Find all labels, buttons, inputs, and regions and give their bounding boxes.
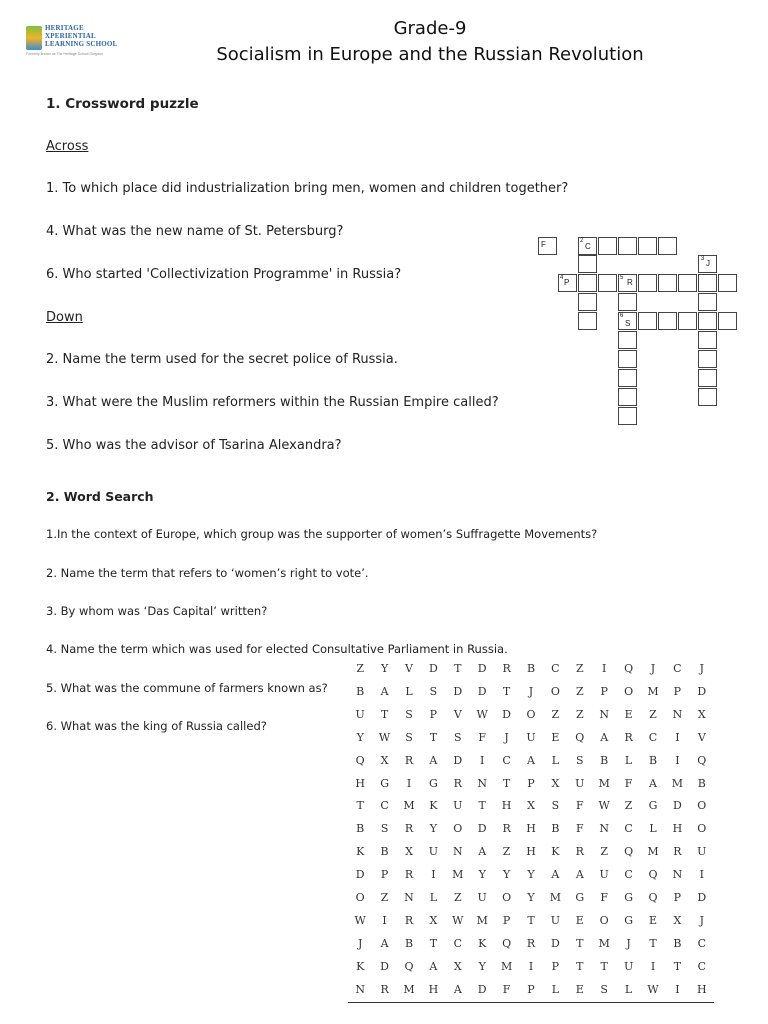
wordsearch-row — [348, 731, 714, 754]
wordsearch-letter[interactable]: W — [598, 799, 610, 813]
wordsearch-letter[interactable]: Q — [624, 662, 634, 675]
wordsearch-letter[interactable]: Z — [502, 845, 511, 859]
crossword-cell[interactable] — [698, 331, 717, 349]
wordsearch-letter[interactable]: T — [527, 913, 535, 927]
wordsearch-letter[interactable]: Q — [355, 753, 365, 767]
wordsearch-letter[interactable]: Y — [356, 730, 364, 744]
wordsearch-letter[interactable]: F — [575, 799, 584, 813]
down-label: Down — [46, 310, 83, 325]
wordsearch-letter[interactable]: Z — [624, 799, 633, 813]
wordsearch-letter[interactable]: T — [429, 730, 438, 744]
wordsearch-letter[interactable]: P — [673, 891, 682, 904]
wordsearch-row — [348, 868, 714, 891]
wordsearch-letter[interactable]: N — [672, 707, 683, 721]
wordsearch-letter[interactable]: Q — [648, 868, 658, 882]
wordsearch-letter[interactable]: I — [602, 662, 607, 675]
wordsearch-letter[interactable]: I — [675, 982, 680, 996]
logo-wordmark: HERITAGE XPERIENTIAL LEARNING SCHOOL — [45, 24, 118, 48]
crossword-cell[interactable] — [598, 237, 617, 255]
wordsearch-letter[interactable]: D — [428, 662, 438, 675]
wordsearch-letter[interactable]: W — [378, 730, 391, 744]
wordsearch-letter[interactable]: T — [673, 959, 682, 973]
wordsearch-letter[interactable]: C — [624, 868, 633, 882]
wordsearch-row — [348, 822, 714, 845]
wordsearch-letter[interactable]: C — [380, 799, 389, 813]
wordsearch-row — [348, 960, 714, 983]
wordsearch-letter[interactable]: A — [380, 684, 389, 698]
wordsearch-letter[interactable]: M — [647, 845, 659, 859]
across-clue-4: 4. What was the new name of St. Petersburg? — [46, 224, 344, 239]
crossword-cell[interactable]: 6 S — [618, 312, 637, 330]
wordsearch-letter[interactable]: H — [526, 845, 536, 859]
wordsearch-letter[interactable]: Z — [453, 891, 462, 904]
wordsearch-row — [348, 777, 714, 800]
crossword-cell[interactable] — [638, 237, 657, 255]
wordsearch-letter[interactable]: I — [480, 753, 485, 767]
crossword-cell[interactable] — [618, 350, 637, 368]
wordsearch-letter[interactable]: T — [454, 662, 462, 675]
wordsearch-letter[interactable]: M — [403, 982, 415, 996]
wordsearch-letter[interactable]: U — [477, 891, 487, 904]
wordsearch-question-4: 4. Name the term which was used for elected Consultative Parliament in Russia. — [46, 642, 508, 656]
wordsearch-letter[interactable]: N — [477, 776, 487, 790]
wordsearch-letter[interactable]: Y — [527, 891, 535, 904]
wordsearch-letter[interactable]: A — [380, 936, 389, 950]
wordsearch-letter[interactable]: S — [600, 982, 608, 996]
wordsearch-letter[interactable]: W — [354, 913, 366, 927]
wordsearch-letter[interactable]: G — [648, 799, 658, 813]
wordsearch-letter[interactable]: L — [551, 982, 560, 996]
wordsearch-row — [348, 662, 714, 685]
wordsearch-letter[interactable]: Y — [380, 662, 389, 675]
wordsearch-letter[interactable]: Y — [429, 822, 438, 836]
wordsearch-letter[interactable]: D — [502, 707, 511, 721]
crossword-cell[interactable] — [618, 388, 637, 406]
wordsearch-letter[interactable]: M — [598, 776, 610, 790]
wordsearch-letter[interactable]: V — [405, 662, 413, 675]
wordsearch-letter[interactable]: A — [478, 845, 487, 859]
wordsearch-letter[interactable]: T — [649, 936, 657, 950]
wordsearch-letter[interactable]: R — [404, 753, 414, 767]
wordsearch-row — [348, 708, 714, 731]
wordsearch-letter[interactable]: Y — [502, 868, 511, 882]
wordsearch-letter[interactable]: H — [672, 822, 683, 836]
wordsearch-letter[interactable]: L — [429, 891, 438, 904]
wordsearch-letter[interactable]: G — [575, 891, 585, 904]
wordsearch-letter[interactable]: G — [624, 913, 633, 927]
wordsearch-letter[interactable]: P — [527, 982, 535, 996]
crossword-heading: 1. Crossword puzzle — [46, 96, 199, 112]
wordsearch-row — [348, 914, 714, 937]
wordsearch-letter[interactable]: S — [551, 799, 560, 813]
crossword-cell[interactable] — [678, 312, 697, 330]
wordsearch-letter[interactable]: D — [672, 799, 682, 813]
crossword-cell[interactable]: 2 C — [578, 237, 597, 255]
wordsearch-letter[interactable]: P — [527, 776, 535, 790]
wordsearch-letter[interactable]: M — [549, 891, 562, 904]
crossword-cell[interactable] — [618, 237, 637, 255]
wordsearch-letter[interactable]: H — [526, 822, 536, 836]
wordsearch-letter[interactable]: B — [526, 662, 536, 675]
crossword-cell[interactable] — [698, 312, 717, 330]
crossword-cell[interactable] — [618, 407, 637, 425]
wordsearch-letter[interactable]: Q — [575, 730, 585, 744]
wordsearch-letter[interactable]: L — [649, 822, 657, 836]
wordsearch-letter[interactable]: F — [575, 822, 584, 836]
wordsearch-row — [348, 754, 714, 777]
crossword-cell[interactable] — [578, 293, 597, 311]
wordsearch-letter[interactable]: D — [453, 753, 463, 767]
wordsearch-letter[interactable]: S — [380, 822, 389, 836]
wordsearch-row — [348, 799, 714, 822]
wordsearch-letter[interactable]: F — [502, 982, 511, 996]
wordsearch-letter[interactable]: M — [647, 684, 659, 698]
wordsearch-letter[interactable]: Z — [575, 662, 584, 675]
wordsearch-letter[interactable]: Z — [551, 707, 560, 721]
wordsearch-letter[interactable]: P — [502, 913, 511, 927]
wordsearch-letter[interactable]: O — [697, 799, 707, 813]
wordsearch-letter[interactable]: Q — [404, 959, 414, 973]
wordsearch-letter[interactable]: U — [697, 845, 707, 859]
wordsearch-letter[interactable]: S — [405, 730, 413, 744]
wordsearch-letter[interactable]: T — [576, 959, 584, 973]
wordsearch-letter[interactable]: L — [551, 753, 560, 767]
down-clue-3: 3. What were the Muslim reformers within the Russian Empire called? — [46, 395, 499, 410]
across-label: Across — [46, 139, 89, 154]
wordsearch-letter[interactable]: A — [527, 753, 535, 767]
crossword-cell[interactable]: F — [538, 237, 557, 255]
crossword-cell[interactable] — [678, 274, 697, 292]
wordsearch-letter[interactable]: R — [404, 913, 414, 927]
wordsearch-letter[interactable]: N — [672, 868, 683, 882]
wordsearch-letter[interactable]: C — [453, 936, 462, 950]
wordsearch-letter[interactable]: I — [650, 959, 656, 973]
wordsearch-row — [348, 845, 714, 868]
wordsearch-letter[interactable]: U — [428, 845, 439, 859]
wordsearch-letter[interactable]: U — [550, 913, 561, 927]
wordsearch-letter[interactable]: F — [624, 776, 633, 790]
crossword-cell[interactable] — [618, 293, 637, 311]
wordsearch-letter[interactable]: N — [355, 982, 365, 996]
grade-title: Grade-9 — [393, 18, 467, 39]
wordsearch-letter[interactable]: T — [356, 799, 364, 813]
wordsearch-row — [348, 891, 714, 914]
crossword-cell[interactable]: 3 J — [698, 255, 717, 273]
wordsearch-letter[interactable]: T — [600, 959, 608, 973]
wordsearch-letter[interactable]: A — [429, 959, 438, 973]
wordsearch-letter[interactable]: B — [404, 936, 414, 950]
wordsearch-letter[interactable]: E — [624, 707, 633, 721]
wordsearch-letter[interactable]: C — [697, 936, 706, 950]
wordsearch-letter[interactable]: R — [673, 845, 682, 859]
wordsearch-letter[interactable]: Y — [527, 868, 535, 882]
wordsearch-letter[interactable]: X — [527, 799, 535, 813]
wordsearch-letter[interactable]: V — [697, 730, 706, 744]
wordsearch-letter[interactable]: B — [551, 822, 560, 836]
wordsearch-letter[interactable]: M — [671, 776, 684, 790]
wordsearch-letter[interactable]: Y — [478, 959, 486, 973]
wordsearch-letter[interactable]: X — [551, 776, 560, 790]
wordsearch-letter[interactable]: J — [357, 936, 363, 950]
wordsearch-letter[interactable]: J — [650, 662, 656, 675]
wordsearch-letter[interactable]: I — [675, 730, 680, 744]
wordsearch-letter[interactable]: R — [502, 822, 511, 836]
wordsearch-letter[interactable]: O — [550, 684, 560, 698]
wordsearch-letter[interactable]: T — [502, 776, 511, 790]
wordsearch-letter[interactable]: E — [648, 913, 657, 927]
wordsearch-letter[interactable]: I — [528, 959, 534, 973]
wordsearch-question-2: 2. Name the term that refers to ‘women’s right to vote’. — [46, 566, 369, 580]
wordsearch-letter[interactable]: Q — [624, 845, 634, 859]
wordsearch-letter[interactable]: F — [600, 891, 609, 904]
crossword-cell[interactable] — [598, 274, 617, 292]
wordsearch-letter[interactable]: O — [502, 891, 512, 904]
wordsearch-letter[interactable]: D — [380, 959, 389, 973]
wordsearch-letter[interactable]: Q — [502, 936, 512, 950]
wordsearch-letter[interactable]: H — [428, 982, 439, 996]
wordsearch-letter[interactable]: I — [675, 753, 680, 767]
wordsearch-letter[interactable]: D — [453, 684, 463, 698]
wordsearch-letter[interactable]: I — [431, 868, 436, 882]
wordsearch-letter[interactable]: L — [624, 982, 633, 996]
wordsearch-letter[interactable]: D — [477, 982, 487, 996]
wordsearch-row — [348, 937, 714, 960]
logo-tagline: Formerly known as The Heritage School Gurgaon — [26, 52, 103, 56]
wordsearch-letter[interactable]: X — [405, 845, 413, 859]
wordsearch-letter[interactable]: O — [697, 822, 707, 836]
wordsearch-letter[interactable]: T — [429, 936, 438, 950]
wordsearch-letter[interactable]: I — [382, 913, 387, 927]
crossword-cell[interactable]: 5 R — [618, 274, 637, 292]
wordsearch-letter[interactable]: X — [453, 959, 462, 973]
wordsearch-letter[interactable]: R — [453, 776, 462, 790]
wordsearch-letter[interactable]: X — [673, 913, 682, 927]
wordsearch-letter[interactable]: W — [452, 913, 464, 927]
wordsearch-letter[interactable]: K — [356, 959, 365, 973]
wordsearch-letter[interactable]: A — [649, 776, 657, 790]
wordsearch-letter[interactable]: X — [697, 707, 706, 721]
wordsearch-letter[interactable]: N — [599, 822, 609, 836]
wordsearch-letter[interactable]: K — [551, 845, 560, 859]
wordsearch-letter[interactable]: K — [356, 845, 365, 859]
wordsearch-letter[interactable]: C — [551, 662, 560, 675]
wordsearch-letter[interactable]: U — [623, 959, 634, 973]
wordsearch-letter[interactable]: U — [599, 868, 609, 882]
wordsearch-letter[interactable]: A — [575, 868, 584, 882]
crossword-cell[interactable]: 4 P — [558, 274, 577, 292]
wordsearch-letter[interactable]: T — [478, 799, 486, 813]
wordsearch-letter[interactable]: O — [355, 891, 365, 904]
crossword-cell[interactable] — [658, 274, 677, 292]
wordsearch-letter[interactable]: Q — [648, 891, 658, 904]
wordsearch-letter[interactable]: F — [478, 730, 487, 744]
wordsearch-letter[interactable]: D — [697, 891, 707, 904]
wordsearch-letter[interactable]: B — [648, 753, 658, 767]
wordsearch-letter[interactable]: B — [673, 936, 682, 950]
wordsearch-letter[interactable]: J — [699, 913, 704, 927]
wordsearch-letter[interactable]: G — [624, 891, 633, 904]
wordsearch-letter[interactable]: Z — [575, 684, 584, 698]
wordsearch-letter[interactable]: U — [575, 776, 585, 790]
wordsearch-letter[interactable]: U — [453, 799, 463, 813]
wordsearch-letter[interactable]: A — [453, 982, 462, 996]
wordsearch-letter[interactable]: R — [502, 662, 511, 675]
wordsearch-letter[interactable]: P — [380, 868, 389, 882]
wordsearch-letter[interactable]: W — [647, 982, 659, 996]
wordsearch-letter[interactable]: H — [696, 982, 707, 996]
subject-title: Socialism in Europe and the Russian Revolution — [216, 44, 644, 65]
wordsearch-letter[interactable]: X — [380, 753, 389, 767]
wordsearch-letter[interactable]: L — [624, 753, 633, 767]
wordsearch-letter[interactable]: N — [452, 845, 463, 859]
wordsearch-letter[interactable]: C — [697, 959, 706, 973]
wordsearch-letter[interactable]: D — [477, 822, 487, 836]
wordsearch-letter[interactable]: C — [502, 753, 511, 767]
wordsearch-letter[interactable]: J — [626, 936, 631, 950]
wordsearch-letter[interactable]: U — [355, 707, 365, 721]
crossword-cell[interactable] — [658, 312, 677, 330]
wordsearch-letter[interactable]: V — [453, 707, 462, 721]
wordsearch-letter[interactable]: T — [380, 707, 389, 721]
wordsearch-letter[interactable]: G — [428, 776, 438, 790]
wordsearch-question-1: 1.In the context of Europe, which group was the supporter of women’s Suffragette Movements? — [46, 527, 598, 541]
wordsearch-letter[interactable]: T — [576, 936, 584, 950]
crossword-cell[interactable] — [698, 388, 717, 406]
wordsearch-letter[interactable]: M — [403, 799, 415, 813]
wordsearch-letter[interactable]: O — [624, 684, 634, 698]
wordsearch-letter[interactable]: C — [648, 730, 658, 744]
crossword-cell[interactable] — [718, 312, 737, 330]
wordsearch-letter[interactable]: D — [355, 868, 365, 882]
wordsearch-letter[interactable]: P — [551, 959, 560, 973]
wordsearch-letter[interactable]: R — [404, 822, 414, 836]
wordsearch-letter[interactable]: S — [454, 730, 462, 744]
wordsearch-letter[interactable]: O — [526, 707, 536, 721]
wordsearch-letter[interactable]: Z — [380, 891, 389, 904]
wordsearch-letter[interactable]: B — [356, 684, 365, 698]
crossword-cell[interactable] — [638, 312, 657, 330]
wordsearch-letter[interactable]: C — [673, 662, 682, 675]
wordsearch-letter[interactable]: E — [551, 730, 560, 744]
wordsearch-letter[interactable]: S — [576, 753, 584, 767]
wordsearch-letter[interactable]: A — [551, 868, 560, 882]
wordsearch-letter[interactable]: B — [380, 845, 389, 859]
wordsearch-row — [348, 685, 714, 708]
wordsearch-letter[interactable]: W — [476, 707, 488, 721]
crossword-cell[interactable] — [658, 237, 677, 255]
wordsearch-letter[interactable]: Z — [356, 662, 365, 675]
crossword-cell[interactable] — [698, 369, 717, 387]
wordsearch-letter[interactable]: D — [550, 936, 560, 950]
crossword-cell[interactable] — [638, 274, 657, 292]
wordsearch-letter[interactable]: P — [429, 707, 438, 721]
wordsearch-letter[interactable]: D — [477, 684, 487, 698]
wordsearch-question-5: 5. What was the commune of farmers known as? — [46, 681, 328, 695]
wordsearch-letter[interactable]: E — [575, 982, 584, 996]
across-clue-6: 6. Who started 'Collectivization Programme' in Russia? — [46, 267, 402, 282]
wordsearch-letter[interactable]: P — [600, 684, 608, 698]
wordsearch-letter[interactable]: H — [355, 776, 365, 790]
wordsearch-letter[interactable]: M — [598, 936, 610, 950]
wordsearch-letter[interactable]: M — [476, 913, 488, 927]
wordsearch-letter[interactable]: R — [526, 936, 536, 950]
crossword-cell[interactable] — [698, 274, 717, 292]
wordsearch-letter[interactable]: D — [477, 662, 487, 675]
wordsearch-letter[interactable]: J — [504, 730, 509, 744]
wordsearch-heading: 2. Word Search — [46, 489, 154, 504]
wordsearch-letter[interactable]: M — [452, 868, 464, 882]
wordsearch-question-6: 6. What was the king of Russia called? — [46, 719, 267, 733]
wordsearch-letter[interactable]: J — [699, 662, 704, 675]
wordsearch-letter[interactable]: T — [502, 684, 511, 698]
wordsearch-letter[interactable]: P — [673, 684, 682, 698]
wordsearch-letter[interactable]: R — [624, 730, 633, 744]
wordsearch-letter[interactable]: R — [404, 868, 414, 882]
wordsearch-letter[interactable]: I — [406, 776, 412, 790]
wordsearch-letter[interactable]: K — [478, 936, 487, 950]
down-clue-5: 5. Who was the advisor of Tsarina Alexandra? — [46, 438, 342, 453]
wordsearch-letter[interactable]: S — [405, 707, 413, 721]
wordsearch-letter[interactable]: R — [380, 982, 389, 996]
crossword-cell[interactable] — [698, 293, 717, 311]
crossword-cell[interactable] — [578, 274, 597, 292]
wordsearch-letter[interactable]: M — [500, 959, 513, 973]
wordsearch-letter[interactable]: A — [600, 730, 609, 744]
wordsearch-letter[interactable]: B — [600, 753, 609, 767]
wordsearch-letter[interactable]: Z — [600, 845, 609, 859]
wordsearch-letter[interactable]: U — [526, 730, 536, 744]
crossword-cell[interactable] — [578, 312, 597, 330]
wordsearch-letter[interactable]: K — [429, 799, 438, 813]
wordsearch-letter[interactable]: J — [528, 684, 534, 698]
wordsearch-letter[interactable]: B — [697, 776, 706, 790]
wordsearch-letter[interactable]: Y — [478, 868, 486, 882]
wordsearch-letter[interactable]: C — [624, 822, 633, 836]
wordsearch-letter[interactable]: X — [429, 913, 438, 927]
wordsearch-letter[interactable]: E — [575, 913, 584, 927]
wordsearch-letter[interactable]: Z — [649, 707, 657, 721]
wordsearch-letter[interactable]: D — [697, 684, 707, 698]
wordsearch-letter[interactable]: H — [501, 799, 512, 813]
down-clue-2: 2. Name the term used for the secret police of Russia. — [46, 352, 398, 367]
wordsearch-letter[interactable]: G — [380, 776, 389, 790]
wordsearch-letter[interactable]: I — [699, 868, 704, 882]
across-clue-1: 1. To which place did industrialization bring men, women and children together? — [46, 181, 569, 196]
wordsearch-letter[interactable]: O — [453, 822, 463, 836]
wordsearch-letter[interactable]: Z — [575, 707, 584, 721]
wordsearch-letter[interactable]: N — [599, 707, 609, 721]
wordsearch-question-3: 3. By whom was ‘Das Capital’ written? — [46, 604, 268, 618]
wordsearch-letter[interactable]: R — [575, 845, 584, 859]
crossword-cell[interactable] — [618, 369, 637, 387]
crossword-cell[interactable] — [718, 274, 737, 292]
wordsearch-letter[interactable]: Q — [697, 753, 707, 767]
wordsearch-letter[interactable]: A — [429, 753, 438, 767]
wordsearch-letter[interactable]: O — [599, 913, 609, 927]
crossword-cell[interactable] — [698, 350, 717, 368]
wordsearch-bottom-rule — [348, 1002, 714, 1003]
wordsearch-letter[interactable]: L — [405, 684, 413, 698]
wordsearch-letter[interactable]: N — [404, 891, 414, 904]
crossword-cell[interactable] — [618, 331, 637, 349]
wordsearch-letter[interactable]: S — [429, 684, 438, 698]
crossword-cell[interactable] — [578, 255, 597, 273]
wordsearch-letter[interactable]: B — [356, 822, 365, 836]
